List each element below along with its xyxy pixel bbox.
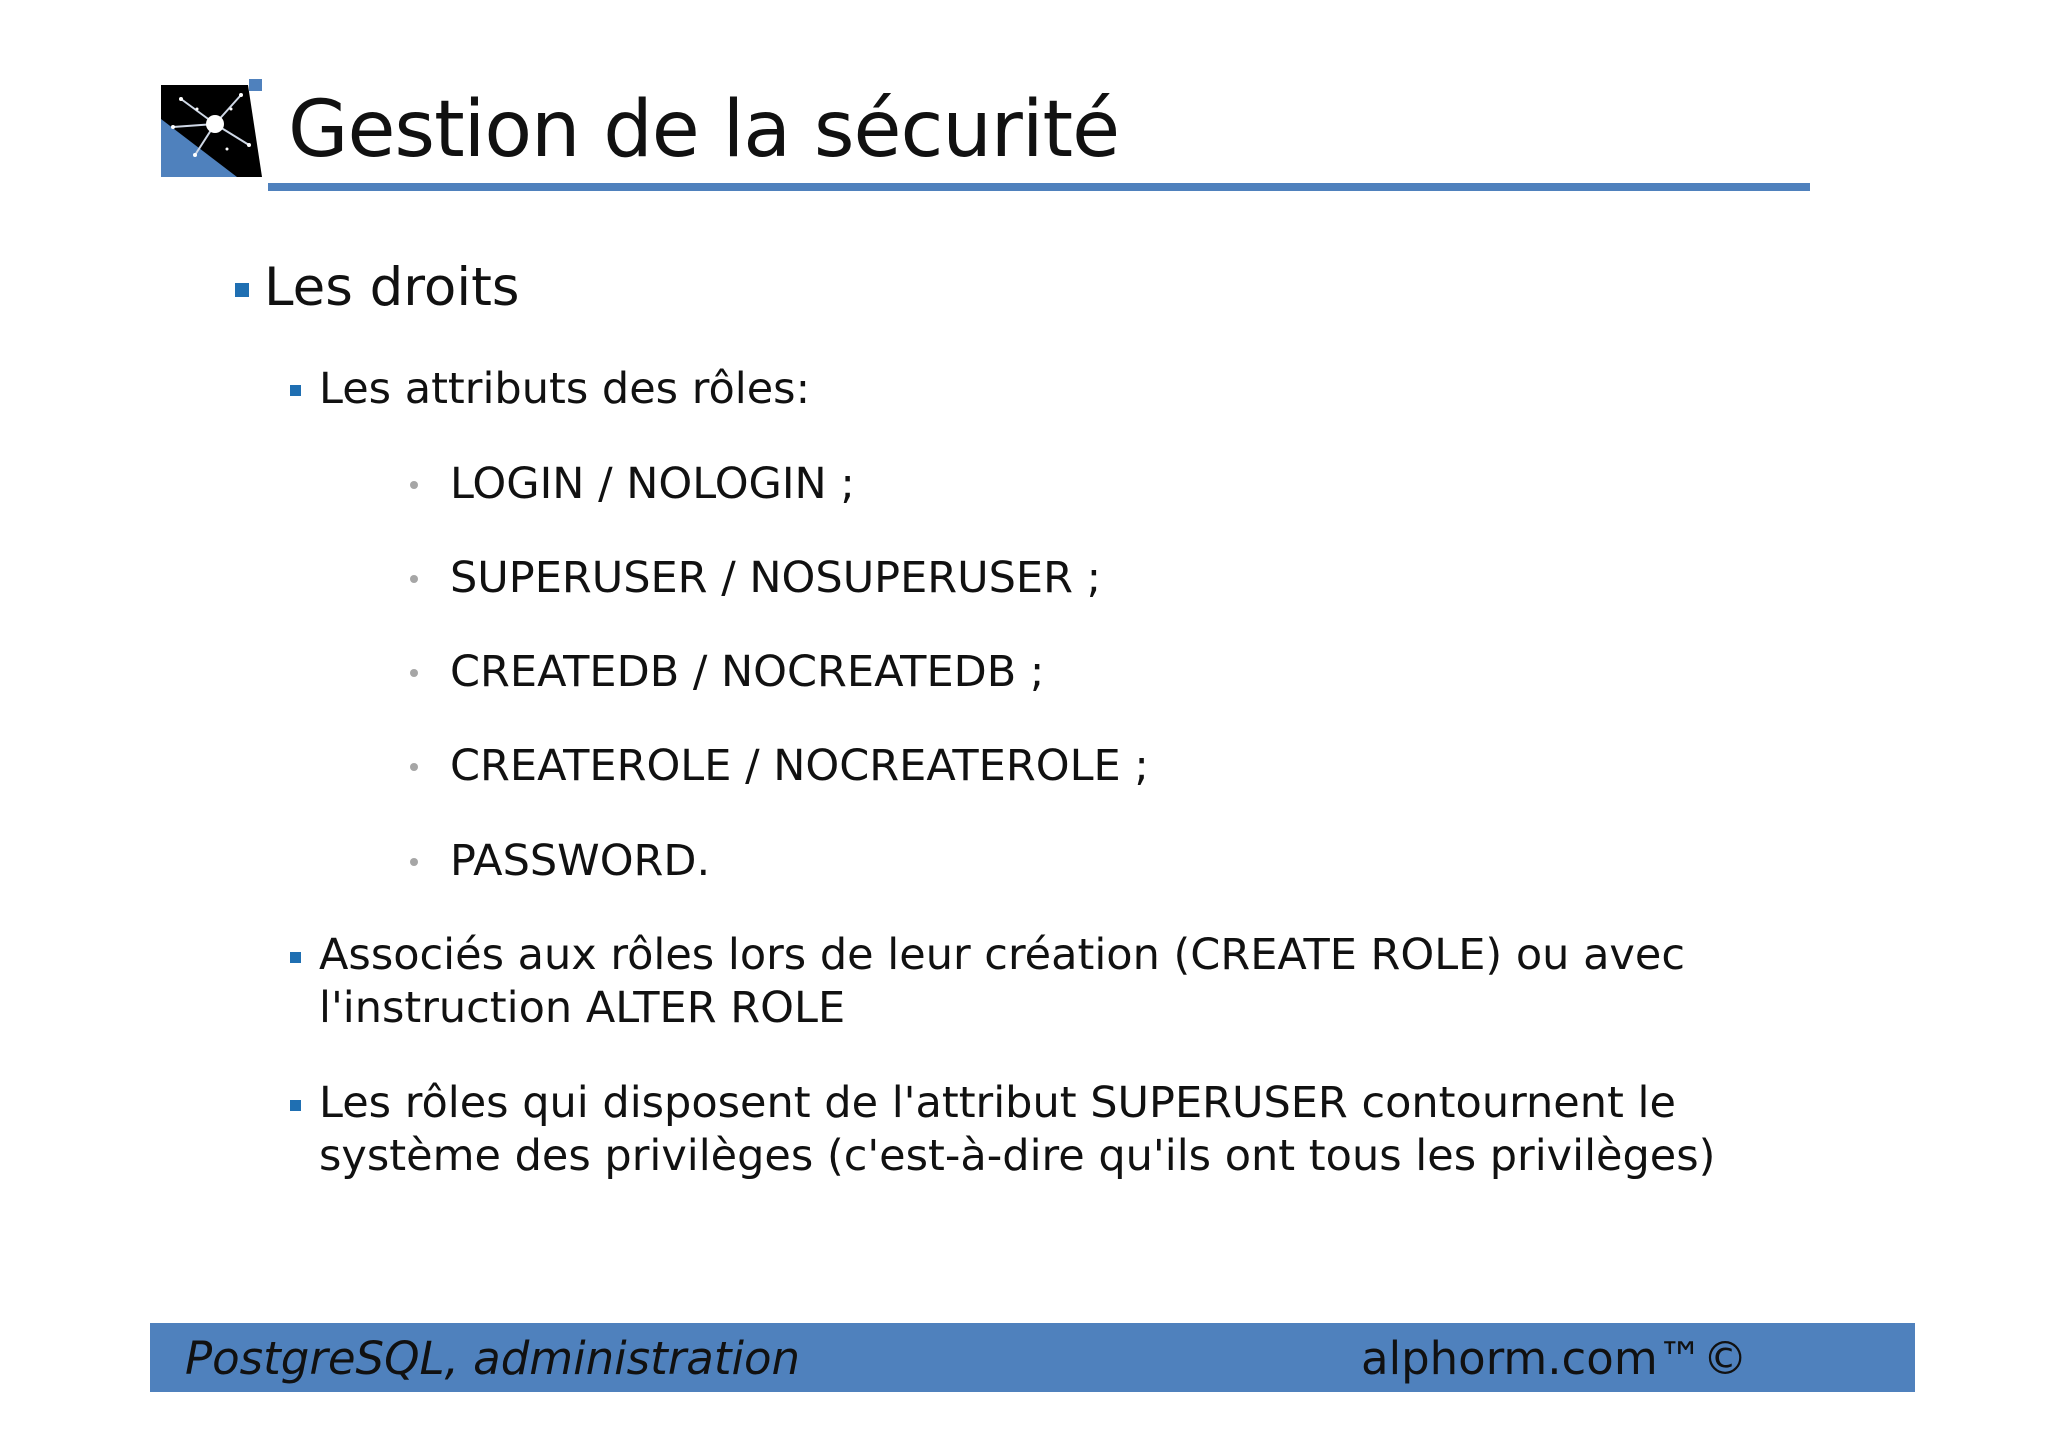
title-underline [268, 183, 1810, 191]
square-bullet-icon [290, 952, 301, 963]
point-superuser-line1: Les rôles qui disposent de l'attribut SUPERUSER contournent le [319, 1078, 1676, 1128]
dot-bullet-icon [410, 669, 418, 677]
attribute-item: CREATEROLE / NOCREATEROLE ; [450, 741, 1149, 791]
attribute-item: SUPERUSER / NOSUPERUSER ; [450, 553, 1102, 603]
footer-course-title: PostgreSQL, administration [185, 1332, 801, 1385]
dot-bullet-icon [410, 481, 418, 489]
footer-copyright: alphorm.com™© [1361, 1332, 1748, 1385]
square-bullet-icon [290, 1100, 301, 1111]
attribute-item: LOGIN / NOLOGIN ; [450, 459, 855, 509]
attribute-item: CREATEDB / NOCREATEDB ; [450, 647, 1045, 697]
heading-les-droits: Les droits [264, 257, 520, 318]
point-associated-line1: Associés aux rôles lors de leur création (CREATE ROLE) ou avec [319, 930, 1685, 980]
slide-title: Gestion de la sécurité [288, 85, 1120, 175]
square-bullet-icon [290, 385, 301, 396]
dot-bullet-icon [410, 858, 418, 866]
square-bullet-icon [235, 283, 249, 297]
point-associated-line2: l'instruction ALTER ROLE [319, 983, 846, 1033]
dot-bullet-icon [410, 575, 418, 583]
star-network-logo-icon [161, 79, 262, 177]
attribute-item: PASSWORD. [450, 836, 711, 886]
dot-bullet-icon [410, 763, 418, 771]
attributes-intro: Les attributs des rôles: [319, 364, 811, 414]
point-superuser-line2: système des privilèges (c'est-à-dire qu'ils ont tous les privilèges) [319, 1131, 1716, 1181]
